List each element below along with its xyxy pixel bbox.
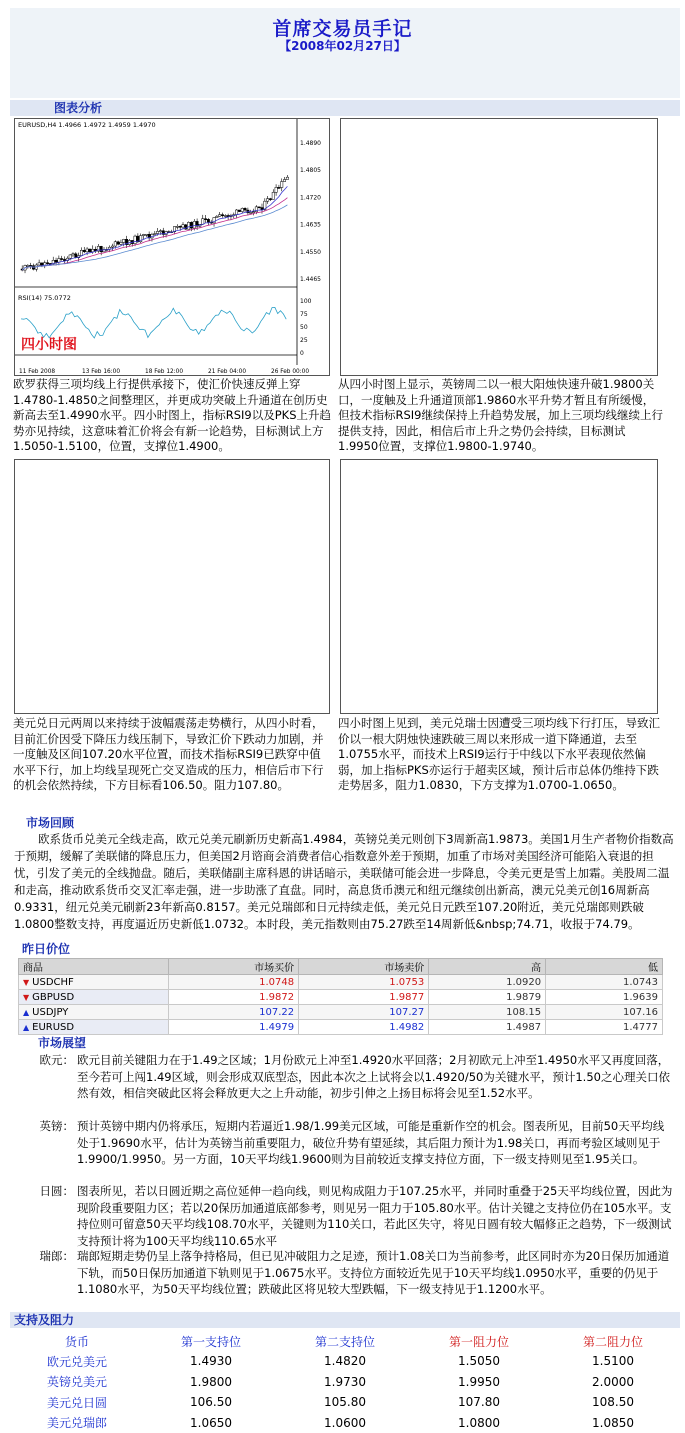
y-tick-label: 1.4550 [300,249,321,256]
sr-header-row [10,1331,680,1351]
rsi-label: RSI(14) 75.0772 [18,294,71,302]
candle-body [278,187,280,188]
quotes-header-cell: 市场买价 [169,959,299,975]
outlook-text: 欧元目前关键阻力在于1.49之区域；1月份欧元上冲至1.4920水平回落；2月初欧元上冲至1.4950水平又再度回落，至今若可上闯1.49区域，则会形成双底型态，因此本次之上试将会以1.4920/50为关键水平，预计1.50之心理关口依然有效，相信突破此区将会释放更大之上升动能，初步引伸之上扬目标将会见至1.52水平。 [77,1052,675,1102]
quote-high: 1.0920 [429,975,546,990]
quote-symbol [19,1005,169,1020]
candle-body [72,254,74,255]
candle-body [63,259,65,260]
x-tick-label: 26 Feb 00:00 [271,369,309,375]
quote-row [19,990,663,1005]
usdchf-chart-canvas [341,460,658,714]
quote-symbol-label: USDCHF [32,977,74,988]
quotes-header-cell: 高 [429,959,546,975]
quote-row [19,1020,663,1035]
quote-high: 1.4987 [429,1020,546,1035]
quote-symbol [19,975,169,990]
quote-low: 1.0743 [546,975,663,990]
sr-pair: 美元兑日圆 [10,1392,144,1413]
section-title: 市场回顾 [26,816,74,830]
candle-body [83,250,85,252]
candle-body [114,242,116,246]
quote-symbol [19,1020,169,1035]
sr-value: 1.0650 [144,1413,278,1433]
sr-value: 1.9950 [412,1372,546,1393]
candle-body [275,187,277,192]
sr-row [10,1413,680,1433]
quote-symbol-label: EURUSD [32,1022,74,1033]
candle-body [154,234,156,235]
market-review-text: 欧系货币兑美元全线走高，欧元兑美元刷新历史新高1.4984，英镑兑美元则创下3周新高1.9873。美国1月生产者物价指数高于预期，缓解了美联储的降息压力，但美国2月谘商会消费者信心指数意外差于预期，加重了市场对美国经济可能陷入衰退的担忧，引发了美元的全线抛盘。随后，美联储副主席科恩的讲话暗示，美联储可能会进一步降息，令美元更是雪上加霜。美股周二温和走高，推动欧系货币交叉汇率走强，进一步助涨了直盘。同时，高息货币澳元和纽元继续创出新高，澳元兑美元创16周新高0.9331，纽元兑美元刷新23年新高0.8157。美元兑瑞郎和日元持续走低，美元兑日元跌至107.20附近，美元兑瑞郎则跌破1.0800整数支持，再度逼近历史新低1.0732。本时段，美元指数则由75.27跌至14周新低&nbsp;74.71，收报于74.79。 [14,831,674,933]
section-support-resistance [10,1312,680,1328]
candle-body [159,231,161,232]
quotes-table [18,958,663,1035]
candle-body [58,259,60,263]
usdjpy-chart [14,459,330,714]
candle-body [80,250,82,255]
eurusd-chart-canvas [15,119,330,376]
candle-body [224,215,226,216]
sr-value: 1.0600 [278,1413,412,1433]
outlook-label: 欧元： [16,1052,74,1069]
candle-body [207,219,209,222]
arrow-down-icon: ▼ [23,993,29,1002]
sr-value: 1.0800 [412,1413,546,1433]
section-title: 市场展望 [38,1036,86,1050]
candle-body [250,212,252,213]
sr-header-cell: 第一支持位 [144,1331,278,1351]
candle-body [27,265,29,266]
rsi-tick-label: 0 [300,350,304,357]
outlook-text: 瑞郎短期走势仍呈上落争持格局，但已见冲破阻力之足迹，预计1.08关口为当前参考，此区同时亦为20日保历加通道下轨，而50日保历加通道下轨则见于1.0675水平。支持位方面较近先见于10天平均线1.0950水平，重要的仍见于1.1080水平，为50天平均线位置；跌破此区将见较大型跌幅，下一级支持见于1.1200水平。 [77,1248,675,1298]
candle-body [204,219,206,220]
sr-pair: 欧元兑美元 [10,1351,144,1372]
candle-body [55,260,57,262]
outlook-label: 英镑： [16,1118,74,1135]
quote-ask: 1.4982 [299,1020,429,1035]
sr-value: 106.50 [144,1392,278,1413]
candle-body [252,212,254,213]
quote-ask: 1.9877 [299,990,429,1005]
y-tick-label: 1.4890 [300,140,321,147]
y-tick-label: 1.4720 [300,194,321,201]
sr-pair: 英镑兑美元 [10,1372,144,1393]
sr-row [10,1392,680,1413]
y-tick-label: 1.4635 [300,222,321,229]
x-tick-label: 21 Feb 04:00 [208,369,246,375]
candle-body [89,249,91,252]
quote-low: 107.16 [546,1005,663,1020]
arrow-up-icon: ▲ [23,1023,29,1032]
outlook-text: 预计英镑中期内仍将承压，短期内若逼近1.98/1.99美元区域，可能是重新作空的机会。图表所见，目前50天平均线处于1.9690水平，估计为英镑当前重要阻力，破位升势有望延续，其后阻力预计为1.98关口，再而考验区域则见于1.9900/1.9950。另一方面，10天平均线1.9600则为目前较近支撑支持位方面，下一级支持则见至1.95关口。 [77,1118,675,1168]
page-date: 【2008年02月27日】 [0,37,685,54]
quote-symbol [19,990,169,1005]
section-outlook [10,1035,680,1051]
quote-ask: 107.27 [299,1005,429,1020]
quotes-header-cell: 低 [546,959,663,975]
arrow-down-icon: ▼ [23,978,29,987]
section-yesterday-prices [10,941,680,957]
quote-bid: 1.0748 [169,975,299,990]
usdjpy-chart-canvas [15,460,330,714]
arrow-up-icon: ▲ [23,1008,29,1017]
sr-value: 1.4930 [144,1351,278,1372]
quote-low: 1.9639 [546,990,663,1005]
quote-bid: 1.4979 [169,1020,299,1035]
quotes-header-row [19,959,663,975]
sr-value: 108.50 [546,1392,680,1413]
y-tick-label: 1.4465 [300,276,321,283]
x-tick-label: 13 Feb 16:00 [82,369,120,375]
candle-body [117,242,119,244]
candle-body [86,249,88,252]
y-tick-label: 1.4805 [300,167,321,174]
rsi-line [21,307,286,338]
x-tick-label: 11 Feb 2008 [19,369,55,375]
sr-value: 1.5100 [546,1351,680,1372]
sr-value: 1.9800 [144,1372,278,1393]
candle-body [286,177,288,179]
quotes-body [19,975,663,1035]
quote-high: 1.9879 [429,990,546,1005]
candle-body [241,208,243,211]
candle-body [142,234,144,235]
candle-body [272,192,274,199]
quote-symbol-label: GBPUSD [32,992,74,1003]
candle-body [92,249,94,252]
sr-value: 1.4820 [278,1351,412,1372]
sr-value: 1.0850 [546,1413,680,1433]
candle-body [190,222,192,228]
sr-row [10,1372,680,1393]
outlook-label: 瑞郎： [16,1248,74,1265]
section-title: 图表分析 [54,101,102,115]
support-resistance-table [10,1331,680,1433]
sr-value: 105.80 [278,1392,412,1413]
candle-body [221,215,223,216]
quote-row [19,1005,663,1020]
period-label: 四小时图 [21,336,77,353]
candle-body [46,263,48,264]
candle-body [179,226,181,227]
quotes-header-cell: 市场卖价 [299,959,429,975]
candle-body [60,259,62,260]
rsi-tick-label: 75 [300,311,308,318]
candle-body [120,242,122,244]
section-title: 支持及阻力 [14,1313,74,1327]
quote-high: 108.15 [429,1005,546,1020]
sr-header-cell: 第一阻力位 [412,1331,546,1351]
quote-low: 1.4777 [546,1020,663,1035]
eurusd-analysis: 欧罗获得三项均线上行提供承接下，使汇价快速反弹上穿1.4780-1.4850之间整理区，并更成功突破上升通道在创历史新高去至1.4990水平。四小时图上，指标RSI9以及PKS上升趋势亦见持续，这意味着汇价将会有新一论趋势，目标测试上方1.5050-1.5100，位置，支撑位1.4900。 [13,377,331,455]
section-market-review [10,815,680,831]
sr-header-cell: 货币 [10,1331,144,1351]
chart-symbol-label: EURUSD,H4 1.4966 1.4972 1.4959 1.4970 [18,121,156,129]
candle-body [182,225,184,227]
sr-value: 2.0000 [546,1372,680,1393]
sr-row [10,1351,680,1372]
candle-body [187,222,189,229]
candle-body [145,234,147,235]
candle-body [269,199,271,200]
candle-body [176,226,178,227]
sr-value: 1.9730 [278,1372,412,1393]
quote-ask: 1.0753 [299,975,429,990]
candle-body [266,199,268,202]
rsi-tick-label: 25 [300,337,308,344]
sr-header-cell: 第二支持位 [278,1331,412,1351]
gbpusd-chart [340,118,658,376]
rsi-tick-label: 50 [300,324,308,331]
section-chart-analysis [10,100,680,116]
candle-body [216,216,218,217]
gbpusd-chart-canvas [341,119,658,376]
usdchf-analysis: 四小时图上见到，美元兑瑞士因遭受三项均线下行打压，导致汇价以一根大阴烛快速跌破三周以来形成一道下降通道，去至1.0755水平，而技术上RSI9运行于中线以下水平表现依然偏弱，加上指标PKS亦运行于超卖区域，预计后市总体仍维持下跌走势居多，阻力1.0830，下方支撑为1.0700-1.0650。 [338,716,664,794]
section-title: 昨日价位 [22,942,70,956]
candle-body [69,255,71,258]
candle-body [38,263,40,265]
candle-body [238,210,240,212]
candle-body [111,246,113,247]
eurusd-chart [14,118,330,376]
candle-body [235,210,237,215]
sr-pair: 美元兑瑞郎 [10,1413,144,1433]
quotes-header-cell: 商品 [19,959,169,975]
outlook-text: 图表所见，若以日圆近期之高位延伸一趋向线，则见构成阻力于107.25水平，并同时重叠于25天平均线位置，因此为现阶段重要阻力区；若以20保历加通道底部参考，则见另一阻力于105.80水平。估计关键之支持位仍在105水平。支持位则可留意50天平均线108.70水平，关键则为110关口，若此区失守，将见日圆有较大幅修正之趋势，下一级测试支持预计将为100天平均线110.65水平 [77,1183,675,1249]
outlook-label: 日圆： [16,1183,74,1200]
candle-body [134,236,136,244]
candle-body [193,221,195,228]
candle-body [283,179,285,181]
sr-value: 1.5050 [412,1351,546,1372]
usdjpy-analysis: 美元兑日元两周以来持续于波幅震荡走势横行，从四小时看，目前汇价因受下降压力线压制下，导致汇价下跌动力加剧，并一度触及区间107.20水平位置，而技术指标RSI9已跌穿中值水平下行，加上均线呈现死亡交叉造成的压力，相信后市下行的机会依然持续，下方目标看106.50。阻力107.80。 [13,716,331,794]
rsi-tick-label: 100 [300,298,312,305]
candle-body [218,215,220,217]
candle-body [100,246,102,252]
sr-header-cell: 第二阻力位 [546,1331,680,1351]
quote-bid: 107.22 [169,1005,299,1020]
candle-body [123,239,125,242]
candle-body [258,207,260,208]
sr-value: 107.80 [412,1392,546,1413]
x-tick-label: 18 Feb 12:00 [145,369,183,375]
page-title: 首席交易员手记 [0,14,685,41]
quote-row [19,975,663,990]
candle-body [244,208,246,210]
candle-body [156,231,158,233]
gbpusd-analysis: 从四小时图上显示，英镑周二以一根大阳烛快速升破1.9800关口，一度触及上升通道顶部1.9860水平升势才暂且有所缓慢，但技术指标RSI9继续保持上升趋势发展，加上三项均线继续上行提供支持，因此，相信后市上升之势仍会持续，目标测试1.9950位置，支撑位1.9800-1.9740。 [338,377,664,455]
quote-bid: 1.9872 [169,990,299,1005]
usdchf-chart [340,459,658,714]
quote-symbol-label: USDJPY [32,1007,68,1018]
candle-body [281,182,283,188]
